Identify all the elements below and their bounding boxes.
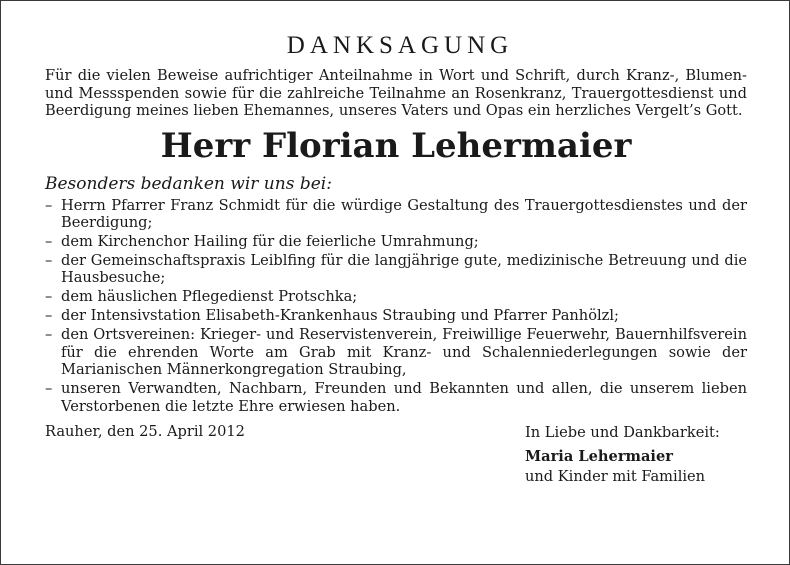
thanks-item [45,288,747,306]
thanks-item-text: dem Kirchenchor Hailing für die feierliche Umrahmung; [61,232,479,250]
thanks-item [45,233,747,251]
thanks-item-text: unseren Verwandten, Nachbarn, Freunden und Bekannten und allen, die unserem lieben Verstorbenen die letzte Ehre erwiesen haben. [61,380,747,415]
thanks-list [45,197,747,416]
bullet-dash: – [45,380,53,398]
notice-heading: DANKSAGUNG [286,32,514,59]
family-line: und Kinder mit Familien [525,468,706,486]
thanks-item-text: den Ortsvereinen: Krieger- und Reservistenverein, Freiwillige Feuerwehr, Bauernhilfsverein für die ehrenden Worte am Grab mit Kranz- und Schalenniederlegungen sowie der Marianischen Männerkongregation Straubing, [61,326,747,379]
signer-name: Maria Lehermaier [525,448,673,466]
deceased-name: Herr Florian Lehermaier [160,125,632,166]
thanks-item-text: der Intensivstation Elisabeth-Krankenhaus Straubing und Pfarrer Panhölzl; [61,307,619,325]
bullet-dash: – [45,196,53,214]
bullet-dash: – [45,232,53,250]
bullet-dash: – [45,251,53,269]
notice-footer [45,423,747,503]
bullet-dash: – [45,307,53,325]
thanks-item-text: dem häuslichen Pflegedienst Protschka; [61,288,358,306]
thanks-item [45,252,747,287]
thanks-subheading: Besonders bedanken wir uns bei: [45,173,332,194]
thanks-item [45,380,747,415]
thanks-item-text: der Gemeinschaftspraxis Leiblfing für die langjährige gute, medizinische Betreuung und die Hausbesuche; [61,251,747,287]
thanks-item [45,326,747,379]
signature-block [525,423,720,487]
thanks-item [45,197,747,232]
bullet-dash: – [45,288,53,306]
notice-content [45,31,747,503]
thanks-item [45,307,747,325]
bullet-dash: – [45,326,53,344]
closing-line: In Liebe und Dankbarkeit: [525,424,720,442]
intro-paragraph: Für die vielen Beweise aufrichtiger Anteilnahme in Wort und Schrift, durch Kranz-, Blumen- und Messspenden sowie für die zahlreiche Teilnahme an Rosenkranz, Trauergottesdienst und Beerdigung meines lieben Ehemannes, unseres Vaters und Opas ein herzliches Vergelt’s Gott. [45,67,747,119]
place-date: Rauher, den 25. April 2012 [45,423,245,441]
thanks-item-text: Herrn Pfarrer Franz Schmidt für die würdige Gestaltung des Trauergottesdienstes und der Beerdigung; [61,196,747,232]
